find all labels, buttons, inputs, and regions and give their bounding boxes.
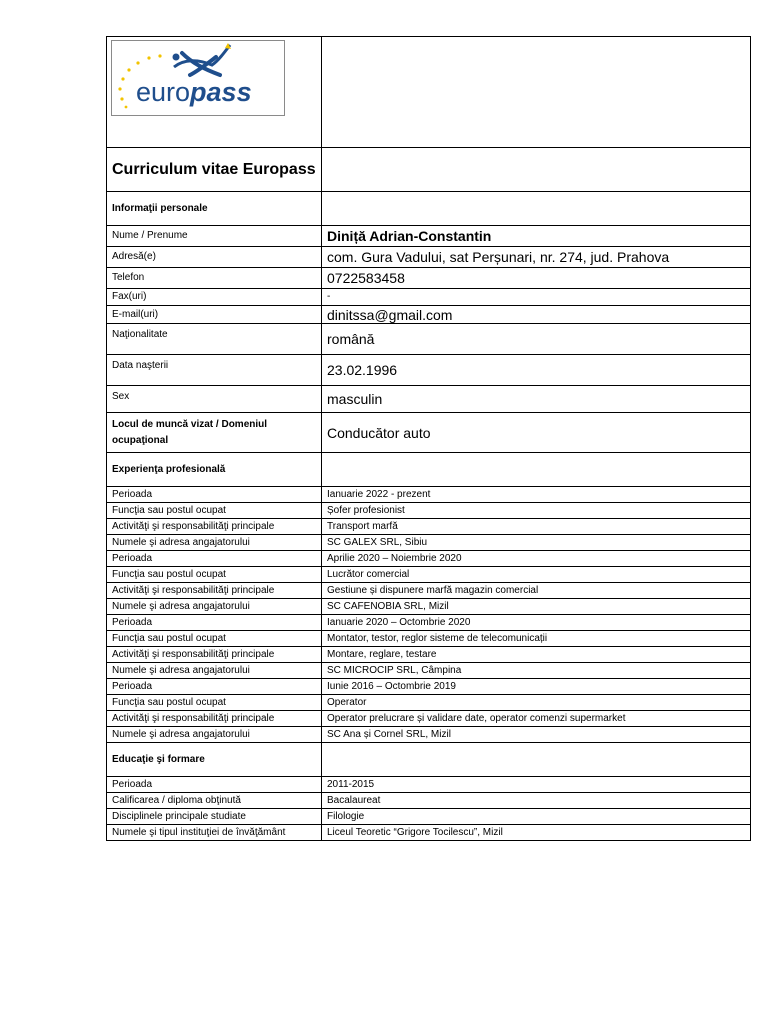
period-value: Ianuarie 2020 – Octombrie 2020 (322, 615, 751, 631)
birth-value: 23.02.1996 (322, 355, 751, 386)
name-label: Nume / Prenume (107, 226, 322, 247)
activities-label: Activităţi şi responsabilităţi principale (107, 519, 322, 535)
subjects-label: Disciplinele principale studiate (107, 809, 322, 825)
logo-cell (107, 37, 322, 148)
empty-cell (322, 148, 751, 192)
subjects-value: Filologie (322, 809, 751, 825)
function-value: Lucrător comercial (322, 567, 751, 583)
activities-label: Activităţi şi responsabilităţi principale (107, 711, 322, 727)
edu-period-label: Perioada (107, 777, 322, 793)
activities-value: Transport marfă (322, 519, 751, 535)
email-value: dinitssa@gmail.com (322, 306, 751, 324)
europass-wordmark: europass (136, 77, 252, 107)
phone-label: Telefon (107, 268, 322, 289)
activities-value: Gestiune și dispunere marfă magazin comercial (322, 583, 751, 599)
function-label: Funcţia sau postul ocupat (107, 695, 322, 711)
period-value: Iunie 2016 – Octombrie 2019 (322, 679, 751, 695)
edu-period-value: 2011-2015 (322, 777, 751, 793)
section-experience: Experienţa profesională (107, 453, 322, 487)
period-label: Perioada (107, 615, 322, 631)
sex-label: Sex (107, 386, 322, 413)
name-value: Diniță Adrian-Constantin (322, 226, 751, 247)
cv-title-cell (107, 148, 322, 192)
function-value: Operator (322, 695, 751, 711)
nationality-label: Naţionalitate (107, 324, 322, 355)
address-label: Adresă(e) (107, 247, 322, 268)
period-label: Perioada (107, 551, 322, 567)
empty-cell (322, 192, 751, 226)
function-value: Șofer profesionist (322, 503, 751, 519)
employer-value: SC GALEX SRL, Sibiu (322, 535, 751, 551)
empty-cell (322, 743, 751, 777)
activities-label: Activităţi şi responsabilităţi principale (107, 583, 322, 599)
fax-value: - (322, 289, 751, 306)
employer-label: Numele şi adresa angajatorului (107, 599, 322, 615)
employer-label: Numele şi adresa angajatorului (107, 535, 322, 551)
cv-table (106, 36, 751, 841)
empty-cell (322, 37, 751, 148)
europass-logo (111, 40, 285, 116)
function-value: Montator, testor, reglor sisteme de telecomunicații (322, 631, 751, 647)
cv-title: Curriculum vitae Europass (112, 160, 316, 178)
employer-value: SC MICROCIP SRL, Câmpina (322, 663, 751, 679)
period-value: Ianuarie 2022 - prezent (322, 487, 751, 503)
activities-value: Operator prelucrare și validare date, operator comenzi supermarket (322, 711, 751, 727)
empty-cell (322, 453, 751, 487)
qualification-label: Calificarea / diploma obţinută (107, 793, 322, 809)
activities-label: Activităţi şi responsabilităţi principale (107, 647, 322, 663)
institution-value: Liceul Teoretic “Grigore Tocilescu”, Mizil (322, 825, 751, 841)
activities-value: Montare, reglare, testare (322, 647, 751, 663)
employer-label: Numele şi adresa angajatorului (107, 663, 322, 679)
job-label: Locul de muncă vizat / Domeniul ocupaţional (107, 413, 322, 453)
email-label: E-mail(uri) (107, 306, 322, 324)
address-value: com. Gura Vadului, sat Perșunari, nr. 274, jud. Prahova (322, 247, 751, 268)
sex-value: masculin (322, 386, 751, 413)
employer-value: SC CAFENOBIA SRL, Mizil (322, 599, 751, 615)
job-value: Conducător auto (327, 424, 431, 441)
institution-label: Numele şi tipul instituţiei de învăţământ (107, 825, 322, 841)
qualification-value: Bacalaureat (322, 793, 751, 809)
section-education: Educaţie şi formare (107, 743, 322, 777)
fax-label: Fax(uri) (107, 289, 322, 306)
period-label: Perioada (107, 679, 322, 695)
function-label: Funcţia sau postul ocupat (107, 567, 322, 583)
function-label: Funcţia sau postul ocupat (107, 631, 322, 647)
employer-value: SC Ana și Cornel SRL, Mizil (322, 727, 751, 743)
period-value: Aprilie 2020 – Noiembrie 2020 (322, 551, 751, 567)
job-value-cell (322, 413, 751, 453)
phone-value: 0722583458 (322, 268, 751, 289)
birth-label: Data naşterii (107, 355, 322, 386)
employer-label: Numele şi adresa angajatorului (107, 727, 322, 743)
section-personal: Informaţii personale (107, 192, 322, 226)
function-label: Funcţia sau postul ocupat (107, 503, 322, 519)
nationality-value: română (322, 324, 751, 355)
period-label: Perioada (107, 487, 322, 503)
